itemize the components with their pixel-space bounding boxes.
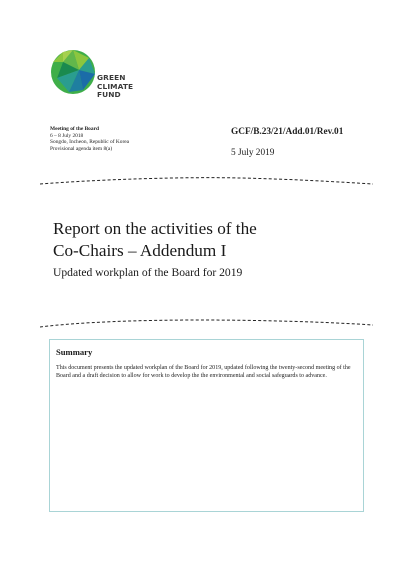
agenda-item: Provisional agenda item 8(a) [50, 146, 113, 153]
title-line-2: Co-Chairs – Addendum I [53, 240, 227, 260]
meeting-dates: 6 – 8 July 2018 [50, 132, 84, 139]
document-reference: GCF/B.23/21/Add.01/Rev.01 [231, 127, 344, 137]
meeting-title: Meeting of the Board [50, 126, 99, 132]
meeting-meta [50, 126, 210, 153]
summary-box [49, 339, 364, 512]
logo-line-climate: CLIMATE [97, 81, 134, 91]
logo-line-green: GREEN [97, 73, 126, 82]
page-subtitle: Updated workplan of the Board for 2019 [53, 266, 243, 279]
document-date: 5 July 2019 [231, 148, 275, 158]
gcf-logo [49, 48, 133, 100]
summary-body: This document presents the updated workplan of the Board for 2019, updated following the twenty-second meeting of the Board and a draft decision to allow for work to develop the the environmental and social safeguards to advance. [56, 365, 351, 380]
title-line-1: Report on the activities of the [53, 219, 257, 238]
logo-wordmark [97, 74, 133, 100]
summary-heading: Summary [56, 347, 93, 357]
wave-divider-bottom [40, 318, 373, 332]
gcf-globe-icon [49, 48, 97, 96]
wave-divider-top [40, 176, 373, 190]
page-title [53, 218, 373, 261]
meeting-location: Songdo, Incheon, Republic of Korea [50, 139, 130, 146]
logo-line-fund: FUND [97, 90, 121, 100]
